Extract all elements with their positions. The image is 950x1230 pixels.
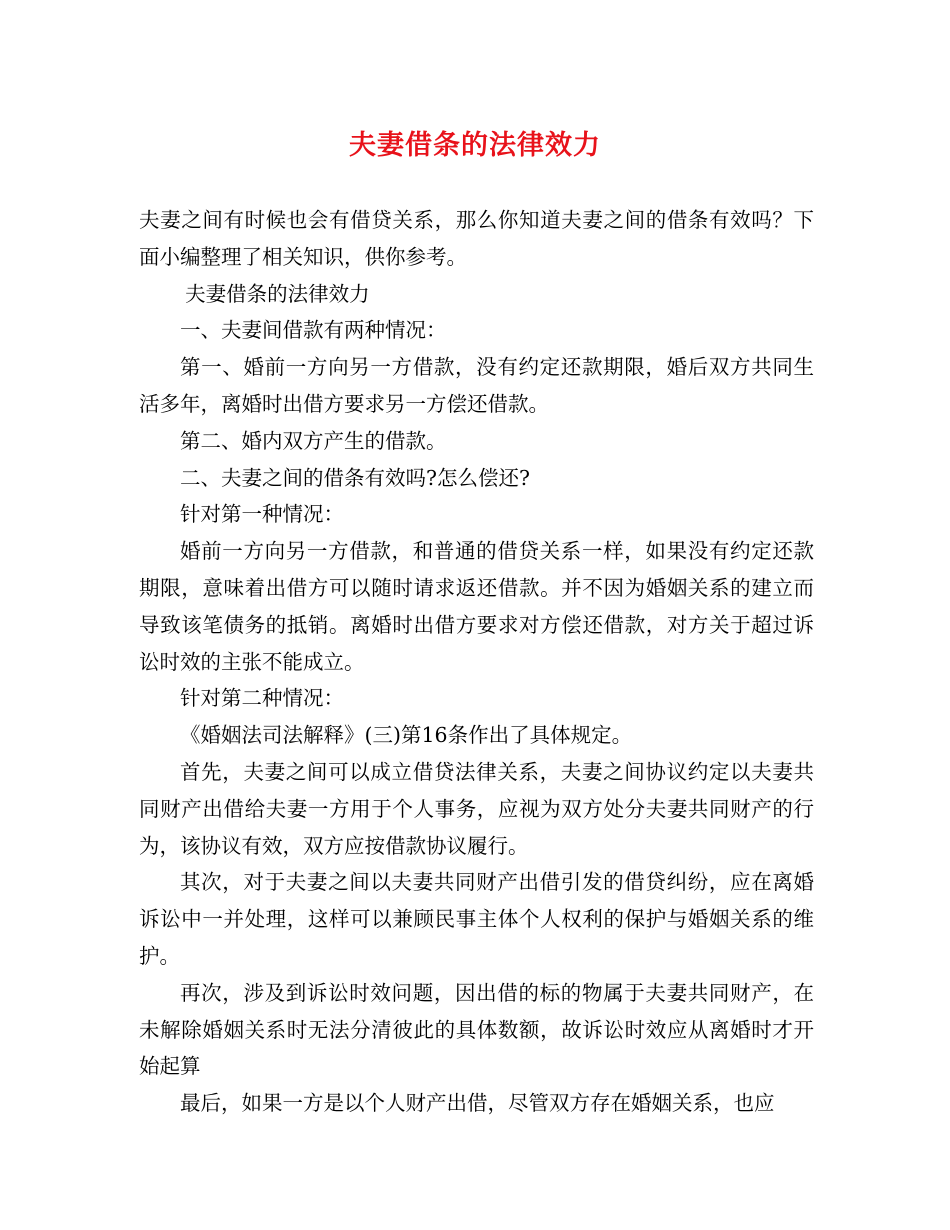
paragraph-case-2: 第二、婚内双方产生的借款。 [180,428,447,453]
subheading-case-1: 针对第一种情况： [180,502,344,527]
intro-paragraph: 夫妻之间有时候也会有借贷关系，那么你知道夫妻之间的借条有效吗？下面小编整理了相关知识，供你参考。 [139,208,814,269]
paragraph-second: 其次，对于夫妻之间以夫妻共同财产出借引发的借贷纠纷，应在离婚诉讼中一并处理，这样可以兼顾民事主体个人权利的保护与婚姻关系的维护。 [139,870,814,968]
paragraph-case-1-detail: 婚前一方向另一方借款，和普通的借贷关系一样，如果没有约定还款期限，意味着出借方可以随时请求返还借款。并不因为婚姻关系的建立而导致该笔债务的抵销。离婚时出借方要求对方偿还借款，对方关于超过诉讼时效的主张不能成立。 [139,539,814,674]
document-body [139,202,814,1122]
paragraph-third: 再次，涉及到诉讼时效问题，因出借的标的物属于夫妻共同财产，在未解除婚姻关系时无法分清彼此的具体数额，故诉讼时效应从离婚时才开始起算 [139,980,814,1079]
paragraph-first: 首先，夫妻之间可以成立借贷法律关系，夫妻之间协议约定以夫妻共同财产出借给夫妻一方用于个人事务，应视为双方处分夫妻共同财产的行为，该协议有效，双方应按借款协议履行。 [139,759,814,858]
section-heading: 夫妻借条的法律效力 [185,281,370,306]
paragraph-law-reference: 《婚姻法司法解释》(三)第16条作出了具体规定。 [180,723,633,748]
document-title: 夫妻借条的法律效力 [349,130,601,161]
list-heading-2: 二、夫妻之间的借条有效吗?怎么偿还? [180,465,530,490]
paragraph-last: 最后，如果一方是以个人财产出借，尽管双方存在婚姻关系，也应 [180,1091,775,1116]
subheading-case-2: 针对第二种情况： [180,686,344,711]
paragraph-case-1: 第一、婚前一方向另一方借款，没有约定还款期限，婚后双方共同生活多年，离婚时出借方要求另一方偿还借款。 [139,355,814,416]
list-heading-1: 一、夫妻间借款有两种情况： [180,318,447,343]
